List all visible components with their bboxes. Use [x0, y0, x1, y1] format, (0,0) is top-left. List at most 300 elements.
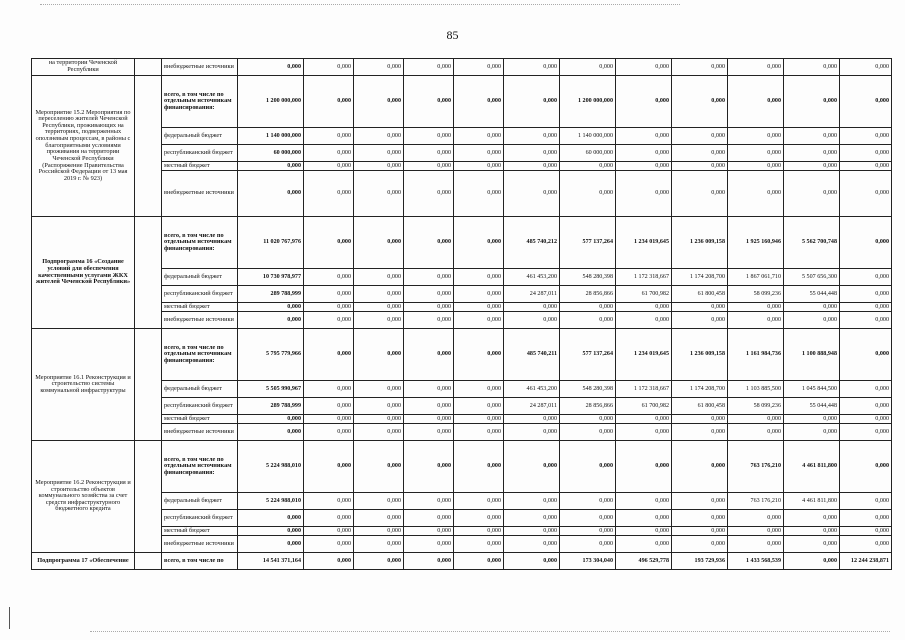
amount-cell: 0,000	[404, 162, 454, 171]
amount-cell: 0,000	[354, 398, 404, 415]
amount-cell: 0,000	[672, 424, 728, 441]
amount-cell: 0,000	[672, 312, 728, 329]
amount-cell: 0,000	[404, 510, 454, 527]
amount-cell: 0,000	[840, 286, 892, 303]
amount-cell: 0,000	[504, 553, 560, 570]
amount-cell: 0,000	[304, 398, 354, 415]
amount-cell: 0,000	[672, 536, 728, 553]
amount-cell: 0,000	[840, 493, 892, 510]
amount-cell: 1 236 009,158	[672, 217, 728, 269]
amount-cell: 0,000	[728, 59, 784, 76]
amount-cell: 0,000	[404, 424, 454, 441]
amount-cell: 1 925 160,946	[728, 217, 784, 269]
amount-cell: 0,000	[840, 269, 892, 286]
amount-cell: 0,000	[728, 424, 784, 441]
amount-cell: 0,000	[404, 441, 454, 493]
amount-cell: 0,000	[728, 162, 784, 171]
amount-cell: 0,000	[840, 536, 892, 553]
amount-cell: 0,000	[560, 415, 616, 424]
funding-source-cell: всего, в том числе по отдельным источникам финансирования:	[162, 76, 238, 128]
amount-cell: 548 280,398	[560, 269, 616, 286]
amount-cell: 0,000	[672, 162, 728, 171]
amount-cell: 0,000	[504, 312, 560, 329]
scan-artifact-bottom	[90, 631, 890, 633]
amount-cell: 1 174 208,700	[672, 381, 728, 398]
amount-cell: 0,000	[238, 59, 304, 76]
amount-cell: 0,000	[616, 145, 672, 162]
amount-cell: 0,000	[238, 312, 304, 329]
amount-cell: 0,000	[840, 128, 892, 145]
amount-cell: 0,000	[784, 303, 840, 312]
measure-name-cell: Мероприятие 16.1 Реконструкция и строительство системы коммунальной инфраструктуры	[32, 329, 135, 441]
amount-cell: 0,000	[784, 415, 840, 424]
amount-cell: 0,000	[238, 162, 304, 171]
amount-cell: 55 044,448	[784, 398, 840, 415]
amount-cell: 0,000	[304, 527, 354, 536]
measure-name-cell: Мероприятие 15.2 Мероприятия по переселению жителей Чеченской Республики, проживающих на территориях, подверженных оползневым процессам, в районы с благоприятными условиями проживания на территории Чеченской Республики (Распоряжение Правительства Российской Федерации от 13 мая 2019 г. № 923)	[32, 76, 135, 217]
amount-cell: 1 174 208,700	[672, 269, 728, 286]
amount-cell: 0,000	[504, 536, 560, 553]
amount-cell: 0,000	[504, 527, 560, 536]
amount-cell: 461 453,200	[504, 269, 560, 286]
funding-source-cell: всего, в том числе по отдельным источникам финансирования:	[162, 217, 238, 269]
amount-cell: 0,000	[784, 171, 840, 217]
amount-cell: 0,000	[672, 303, 728, 312]
amount-cell: 0,000	[840, 76, 892, 128]
amount-cell: 12 244 238,871	[840, 553, 892, 570]
funding-source-cell: внебюджетные источники	[162, 536, 238, 553]
empty-cell	[135, 553, 162, 570]
amount-cell: 0,000	[454, 536, 504, 553]
amount-cell: 0,000	[560, 510, 616, 527]
amount-cell: 0,000	[560, 162, 616, 171]
amount-cell: 61 700,982	[616, 286, 672, 303]
amount-cell: 0,000	[304, 217, 354, 269]
amount-cell: 0,000	[616, 303, 672, 312]
amount-cell: 0,000	[304, 269, 354, 286]
amount-cell: 0,000	[616, 312, 672, 329]
amount-cell: 0,000	[672, 76, 728, 128]
funding-source-cell: внебюджетные источники	[162, 312, 238, 329]
amount-cell: 5 562 700,748	[784, 217, 840, 269]
amount-cell: 0,000	[616, 510, 672, 527]
amount-cell: 0,000	[454, 145, 504, 162]
amount-cell: 0,000	[454, 527, 504, 536]
amount-cell: 0,000	[354, 510, 404, 527]
funding-source-cell: федеральный бюджет	[162, 381, 238, 398]
amount-cell: 0,000	[404, 312, 454, 329]
amount-cell: 0,000	[304, 171, 354, 217]
amount-cell: 0,000	[304, 510, 354, 527]
amount-cell: 0,000	[840, 162, 892, 171]
amount-cell: 0,000	[784, 162, 840, 171]
margin-mark	[9, 607, 10, 629]
funding-source-cell: внебюджетные источники	[162, 59, 238, 76]
amount-cell: 0,000	[454, 424, 504, 441]
amount-cell: 0,000	[454, 553, 504, 570]
amount-cell: 0,000	[354, 145, 404, 162]
amount-cell: 0,000	[504, 415, 560, 424]
funding-source-cell: всего, в том числе по отдельным источникам финансирования:	[162, 441, 238, 493]
amount-cell: 24 287,011	[504, 286, 560, 303]
amount-cell: 0,000	[404, 493, 454, 510]
amount-cell: 0,000	[504, 76, 560, 128]
amount-cell: 0,000	[304, 329, 354, 381]
amount-cell: 0,000	[672, 145, 728, 162]
amount-cell: 0,000	[454, 441, 504, 493]
amount-cell: 0,000	[304, 441, 354, 493]
amount-cell: 5 795 779,966	[238, 329, 304, 381]
amount-cell: 0,000	[784, 145, 840, 162]
table-body	[32, 59, 892, 570]
amount-cell: 0,000	[840, 303, 892, 312]
funding-source-cell: всего, в том числе по	[162, 553, 238, 570]
amount-cell: 0,000	[354, 76, 404, 128]
amount-cell: 0,000	[454, 510, 504, 527]
amount-cell: 0,000	[616, 424, 672, 441]
amount-cell: 28 856,866	[560, 398, 616, 415]
funding-source-cell: республиканский бюджет	[162, 510, 238, 527]
funding-source-cell: республиканский бюджет	[162, 398, 238, 415]
amount-cell: 0,000	[404, 415, 454, 424]
amount-cell: 0,000	[560, 303, 616, 312]
amount-cell: 0,000	[238, 527, 304, 536]
amount-cell: 0,000	[560, 171, 616, 217]
amount-cell: 0,000	[238, 415, 304, 424]
amount-cell: 0,000	[616, 59, 672, 76]
amount-cell: 5 224 988,010	[238, 493, 304, 510]
amount-cell: 0,000	[404, 536, 454, 553]
amount-cell: 0,000	[840, 424, 892, 441]
funding-source-cell: федеральный бюджет	[162, 493, 238, 510]
amount-cell: 0,000	[728, 76, 784, 128]
amount-cell: 0,000	[404, 76, 454, 128]
amount-cell: 0,000	[304, 286, 354, 303]
measure-name-cell: на территории Чеченской Республики	[32, 59, 135, 76]
amount-cell: 60 000,000	[238, 145, 304, 162]
amount-cell: 61 800,458	[672, 398, 728, 415]
amount-cell: 55 044,448	[784, 286, 840, 303]
amount-cell: 485 740,211	[504, 329, 560, 381]
amount-cell: 0,000	[560, 441, 616, 493]
amount-cell: 0,000	[840, 145, 892, 162]
amount-cell: 28 856,866	[560, 286, 616, 303]
funding-source-cell: местный бюджет	[162, 527, 238, 536]
amount-cell: 0,000	[304, 493, 354, 510]
amount-cell: 0,000	[304, 536, 354, 553]
amount-cell: 0,000	[354, 424, 404, 441]
amount-cell: 0,000	[304, 128, 354, 145]
amount-cell: 0,000	[354, 286, 404, 303]
empty-cell	[135, 59, 162, 76]
amount-cell: 0,000	[784, 510, 840, 527]
empty-cell	[135, 217, 162, 329]
amount-cell: 5 224 988,010	[238, 441, 304, 493]
amount-cell: 1 867 061,710	[728, 269, 784, 286]
amount-cell: 0,000	[454, 381, 504, 398]
amount-cell: 0,000	[616, 441, 672, 493]
amount-cell: 0,000	[672, 493, 728, 510]
amount-cell: 0,000	[454, 128, 504, 145]
funding-source-cell: всего, в том числе по отдельным источникам финансирования:	[162, 329, 238, 381]
amount-cell: 0,000	[404, 286, 454, 303]
amount-cell: 1 234 019,645	[616, 217, 672, 269]
amount-cell: 0,000	[454, 415, 504, 424]
amount-cell: 173 304,040	[560, 553, 616, 570]
funding-source-cell: местный бюджет	[162, 162, 238, 171]
amount-cell: 0,000	[560, 59, 616, 76]
amount-cell: 0,000	[672, 171, 728, 217]
amount-cell: 0,000	[454, 269, 504, 286]
amount-cell: 0,000	[354, 493, 404, 510]
amount-cell: 0,000	[840, 381, 892, 398]
table-row	[32, 76, 892, 128]
amount-cell: 0,000	[672, 128, 728, 145]
financing-table	[31, 58, 892, 570]
amount-cell: 0,000	[672, 441, 728, 493]
funding-source-cell: внебюджетные источники	[162, 424, 238, 441]
amount-cell: 0,000	[454, 329, 504, 381]
amount-cell: 0,000	[504, 303, 560, 312]
amount-cell: 0,000	[404, 303, 454, 312]
amount-cell: 0,000	[504, 424, 560, 441]
amount-cell: 0,000	[672, 527, 728, 536]
amount-cell: 0,000	[354, 217, 404, 269]
table-row	[32, 217, 892, 269]
table-row	[32, 553, 892, 570]
funding-source-cell: федеральный бюджет	[162, 128, 238, 145]
amount-cell: 4 461 811,800	[784, 493, 840, 510]
amount-cell: 0,000	[840, 312, 892, 329]
amount-cell: 0,000	[454, 217, 504, 269]
amount-cell: 5 507 656,300	[784, 269, 840, 286]
amount-cell: 5 505 990,967	[238, 381, 304, 398]
amount-cell: 0,000	[304, 59, 354, 76]
amount-cell: 496 529,778	[616, 553, 672, 570]
amount-cell: 0,000	[504, 510, 560, 527]
amount-cell: 58 099,236	[728, 286, 784, 303]
amount-cell: 0,000	[840, 59, 892, 76]
empty-cell	[135, 441, 162, 553]
amount-cell: 24 287,011	[504, 398, 560, 415]
amount-cell: 0,000	[840, 415, 892, 424]
amount-cell: 763 176,210	[728, 493, 784, 510]
table-row	[32, 441, 892, 493]
amount-cell: 61 700,982	[616, 398, 672, 415]
amount-cell: 0,000	[560, 527, 616, 536]
empty-cell	[135, 76, 162, 217]
measure-name-cell: Подпрограмма 16 «Создание условий для обеспечения качественными услугами ЖКХ жителей Чеченской Республики»	[32, 217, 135, 329]
amount-cell: 0,000	[784, 59, 840, 76]
table-row	[32, 329, 892, 381]
amount-cell: 0,000	[616, 171, 672, 217]
amount-cell: 0,000	[454, 76, 504, 128]
amount-cell: 763 176,210	[728, 441, 784, 493]
amount-cell: 0,000	[404, 171, 454, 217]
amount-cell: 0,000	[404, 329, 454, 381]
amount-cell: 0,000	[238, 424, 304, 441]
amount-cell: 0,000	[672, 59, 728, 76]
amount-cell: 485 740,212	[504, 217, 560, 269]
amount-cell: 0,000	[504, 493, 560, 510]
amount-cell: 0,000	[354, 303, 404, 312]
page-number: 85	[446, 28, 459, 42]
amount-cell: 0,000	[238, 303, 304, 312]
amount-cell: 1 200 000,000	[560, 76, 616, 128]
amount-cell: 0,000	[404, 269, 454, 286]
amount-cell: 1 045 844,500	[784, 381, 840, 398]
amount-cell: 0,000	[560, 536, 616, 553]
funding-source-cell: федеральный бюджет	[162, 269, 238, 286]
amount-cell: 0,000	[728, 536, 784, 553]
amount-cell: 0,000	[404, 527, 454, 536]
amount-cell: 0,000	[304, 145, 354, 162]
amount-cell: 1 172 318,667	[616, 381, 672, 398]
amount-cell: 548 280,398	[560, 381, 616, 398]
amount-cell: 0,000	[354, 441, 404, 493]
amount-cell: 0,000	[616, 527, 672, 536]
amount-cell: 0,000	[304, 76, 354, 128]
amount-cell: 0,000	[354, 527, 404, 536]
table-row	[32, 59, 892, 76]
scan-artifact-top	[40, 4, 680, 6]
amount-cell: 0,000	[404, 128, 454, 145]
amount-cell: 0,000	[616, 128, 672, 145]
amount-cell: 0,000	[454, 171, 504, 217]
measure-name-cell: Мероприятие 16.2 Реконструкция и строительство объектов коммунального хозяйства за счет средств инфраструктурного бюджетного кредита	[32, 441, 135, 553]
amount-cell: 0,000	[616, 76, 672, 128]
amount-cell: 61 800,458	[672, 286, 728, 303]
amount-cell: 1 100 888,948	[784, 329, 840, 381]
empty-cell	[135, 329, 162, 441]
funding-source-cell: республиканский бюджет	[162, 286, 238, 303]
amount-cell: 0,000	[354, 329, 404, 381]
amount-cell: 0,000	[304, 553, 354, 570]
amount-cell: 0,000	[454, 286, 504, 303]
amount-cell: 0,000	[504, 171, 560, 217]
amount-cell: 0,000	[354, 269, 404, 286]
amount-cell: 0,000	[840, 527, 892, 536]
amount-cell: 11 020 767,976	[238, 217, 304, 269]
amount-cell: 0,000	[840, 441, 892, 493]
amount-cell: 10 730 978,977	[238, 269, 304, 286]
amount-cell: 0,000	[784, 312, 840, 329]
amount-cell: 193 729,936	[672, 553, 728, 570]
amount-cell: 0,000	[504, 162, 560, 171]
amount-cell: 0,000	[354, 162, 404, 171]
amount-cell: 0,000	[304, 381, 354, 398]
amount-cell: 0,000	[354, 536, 404, 553]
amount-cell: 0,000	[784, 76, 840, 128]
amount-cell: 0,000	[404, 59, 454, 76]
measure-name-cell: Подпрограмма 17 «Обеспечение	[32, 553, 135, 570]
amount-cell: 58 099,236	[728, 398, 784, 415]
funding-source-cell: республиканский бюджет	[162, 145, 238, 162]
amount-cell: 0,000	[504, 145, 560, 162]
amount-cell: 0,000	[840, 171, 892, 217]
amount-cell: 0,000	[454, 59, 504, 76]
amount-cell: 1 172 318,667	[616, 269, 672, 286]
amount-cell: 1 236 009,158	[672, 329, 728, 381]
amount-cell: 0,000	[560, 312, 616, 329]
amount-cell: 0,000	[454, 493, 504, 510]
amount-cell: 0,000	[672, 415, 728, 424]
amount-cell: 0,000	[728, 171, 784, 217]
amount-cell: 1 140 000,000	[238, 128, 304, 145]
amount-cell: 289 788,999	[238, 286, 304, 303]
amount-cell: 0,000	[840, 510, 892, 527]
amount-cell: 0,000	[454, 303, 504, 312]
amount-cell: 0,000	[728, 415, 784, 424]
amount-cell: 0,000	[616, 493, 672, 510]
amount-cell: 0,000	[840, 398, 892, 415]
amount-cell: 0,000	[784, 424, 840, 441]
amount-cell: 0,000	[238, 510, 304, 527]
amount-cell: 0,000	[404, 553, 454, 570]
funding-source-cell: местный бюджет	[162, 303, 238, 312]
amount-cell: 0,000	[560, 424, 616, 441]
amount-cell: 0,000	[672, 510, 728, 527]
amount-cell: 0,000	[728, 312, 784, 329]
amount-cell: 0,000	[504, 59, 560, 76]
amount-cell: 1 433 568,539	[728, 553, 784, 570]
amount-cell: 0,000	[354, 381, 404, 398]
amount-cell: 0,000	[728, 145, 784, 162]
amount-cell: 0,000	[784, 536, 840, 553]
amount-cell: 0,000	[504, 128, 560, 145]
amount-cell: 0,000	[784, 128, 840, 145]
amount-cell: 0,000	[728, 128, 784, 145]
amount-cell: 0,000	[728, 303, 784, 312]
amount-cell: 0,000	[404, 398, 454, 415]
amount-cell: 0,000	[454, 162, 504, 171]
amount-cell: 577 137,264	[560, 217, 616, 269]
amount-cell: 0,000	[404, 381, 454, 398]
amount-cell: 0,000	[304, 162, 354, 171]
amount-cell: 1 140 000,000	[560, 128, 616, 145]
amount-cell: 0,000	[404, 217, 454, 269]
amount-cell: 0,000	[784, 553, 840, 570]
amount-cell: 0,000	[354, 171, 404, 217]
amount-cell: 0,000	[304, 312, 354, 329]
amount-cell: 0,000	[304, 424, 354, 441]
amount-cell: 0,000	[454, 312, 504, 329]
amount-cell: 0,000	[840, 217, 892, 269]
amount-cell: 0,000	[404, 145, 454, 162]
amount-cell: 0,000	[784, 527, 840, 536]
amount-cell: 289 788,999	[238, 398, 304, 415]
amount-cell: 1 161 984,736	[728, 329, 784, 381]
amount-cell: 60 000,000	[560, 145, 616, 162]
amount-cell: 0,000	[304, 303, 354, 312]
amount-cell: 0,000	[616, 415, 672, 424]
funding-source-cell: местный бюджет	[162, 415, 238, 424]
amount-cell: 0,000	[616, 162, 672, 171]
amount-cell: 0,000	[728, 510, 784, 527]
amount-cell: 0,000	[238, 171, 304, 217]
amount-cell: 0,000	[728, 527, 784, 536]
amount-cell: 0,000	[354, 415, 404, 424]
amount-cell: 0,000	[354, 128, 404, 145]
amount-cell: 0,000	[354, 553, 404, 570]
amount-cell: 0,000	[238, 536, 304, 553]
amount-cell: 1 200 000,000	[238, 76, 304, 128]
funding-source-cell: внебюджетные источники	[162, 171, 238, 217]
amount-cell: 0,000	[354, 59, 404, 76]
amount-cell: 0,000	[560, 493, 616, 510]
amount-cell: 0,000	[354, 312, 404, 329]
amount-cell: 1 234 019,645	[616, 329, 672, 381]
